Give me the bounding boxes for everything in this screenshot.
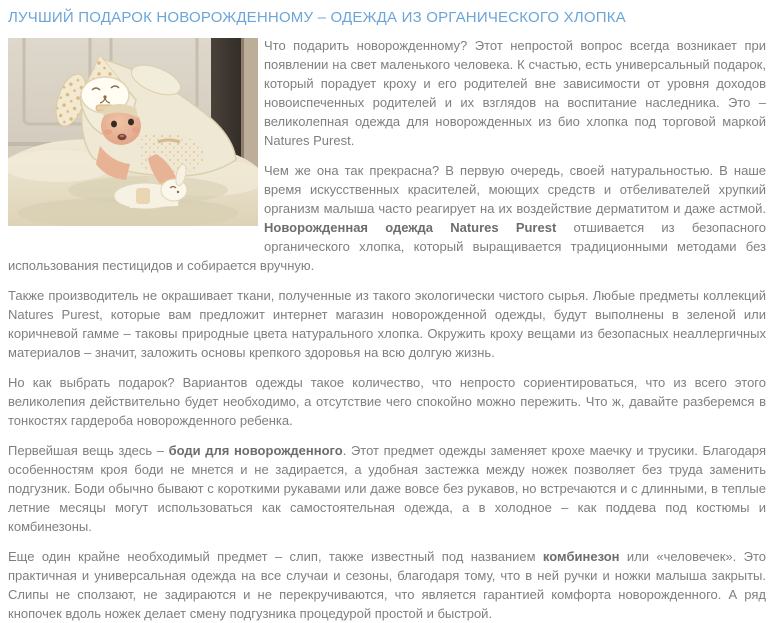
paragraph: Но как выбрать подарок? Вариантов одежды такое количество, что непросто сориентироваться, что из всего этого великолепия действительно будет необходимо, а отсутствие чего спокойно можно пережить. Что ж, давайте разберемся в тонкостях гардероба новорожденного ребенка. [8,375,766,428]
paragraph: Что подарить новорожденному? Этот непростой вопрос всегда возникает при появлении на свет маленького человека. К счастью, есть универсальный подарок, который порадует кроху и его родителей вне зависимости от уровня доходов новоиспеченных родителей и их взглядов на воспитание наследника. Это – великолепная одежда для новорожденных из био хлопка под торговой маркой Natures Purest. [264,38,766,148]
paragraph: Также производитель не окрашивает ткани, полученные из такого экологически чистого сырья. Любые предметы коллекций Natures Purest, которые вам предложит интернет магазин новорожденной одежды, будут выполнены в зеленой или коричневой гамме – таковы природные цвета натурального хлопка. Окружить кроху вещами из безопасных неаллергичных материалов – значит, заложить основы крепкого здоровья на всю долгую жизнь. [8,288,766,360]
paragraph: Чем же она так прекрасна? В первую очередь, своей натуральностью. В наше время искусственных красителей, моющих средств и отбеливателей хрупкий организм малыша часто реагирует на их воздействие дерматитом и даже астмой. Новорожденная одежда Natures Purest отшивается из безопасного органического хлопка, который выращивается традиционными методами без использования пестицидов и собирается вручную. [8,163,766,273]
baby-photo [8,38,258,226]
article-photo [8,38,258,226]
paragraph: Первейшая вещь здесь – боди для новорожденного. Этот предмет одежды заменяет крохе маечку и трусики. Благодаря особенностям кроя боди не мнется и не задирается, а удобная застежка между ножек позволяет без труда заменить подгузник. Боди обычно бывают с короткими рукавами или даже вовсе без рукавов, но встречаются и с длинными, в теплые летние месяцы могут использоваться как самостоятельная одежда, а в холодное – как поддева под костюмы и комбинезоны. [8,443,767,534]
article-body [8,36,766,623]
paragraph: Еще один крайне необходимый предмет – слип, также известный под названием комбинезон или «человечек». Это практичная и универсальная одежда на все случаи и сезоны, благодаря тому, что в ней ручки и ножки малыша закрыты. Слипы не сползают, не задираются и не перекручиваются, что является гарантией комфорта новорожденного. А ряд кнопочек вдоль ножек делает смену подгузника процедурой простой и быстрой. [8,549,766,621]
page-title: ЛУЧШИЙ ПОДАРОК НОВОРОЖДЕННОМУ – ОДЕЖДА ИЗ ОРГАНИЧЕСКОГО ХЛОПКА [8,9,626,26]
